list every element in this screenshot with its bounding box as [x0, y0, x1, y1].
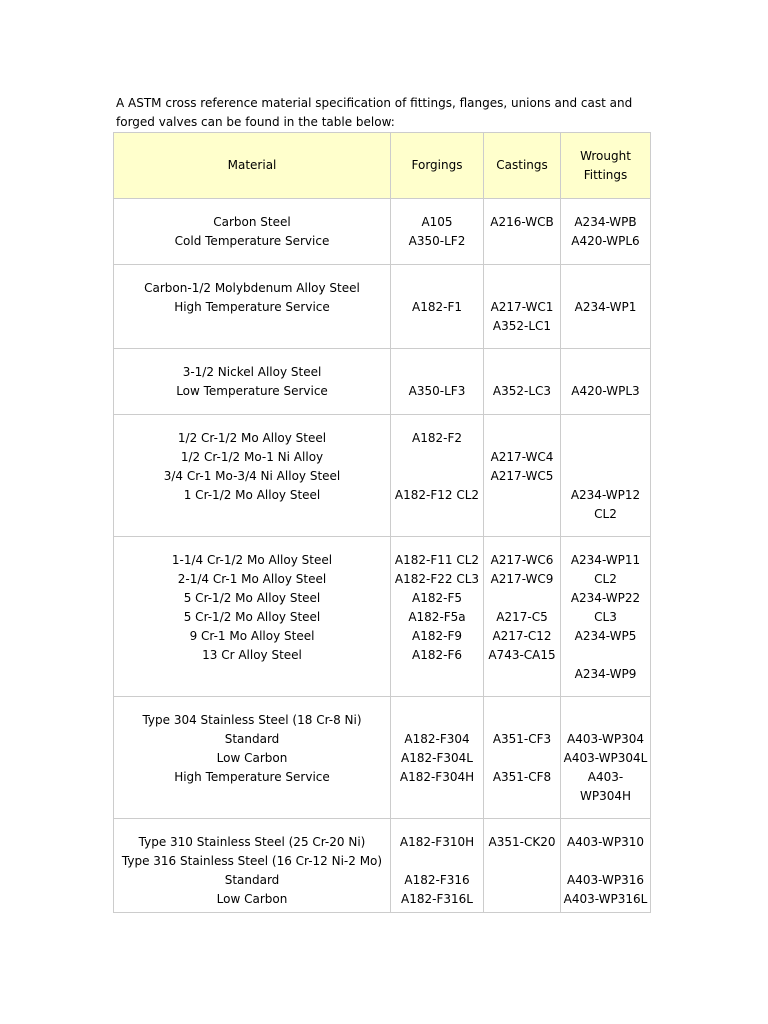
forgings-line: A350-LF2 — [408, 234, 466, 248]
forgings-line: A350-LF3 — [408, 384, 466, 398]
material-line: High Temperature Service — [174, 300, 330, 314]
material-line: Standard — [224, 873, 280, 887]
table-row — [114, 819, 651, 913]
castings-line: A352-LC3 — [492, 384, 552, 398]
wrought-line: A234-WP12 — [570, 488, 641, 502]
material-line: 1/2 Cr-1/2 Mo Alloy Steel — [177, 431, 327, 445]
cell-castings — [484, 537, 561, 697]
material-line: 3/4 Cr-1 Mo-3/4 Ni Alloy Steel — [163, 469, 341, 483]
cell-wrought — [561, 697, 651, 819]
forgings-line: A182-F12 CL2 — [394, 488, 480, 502]
forgings-blank — [391, 852, 483, 871]
cell-material — [114, 537, 391, 697]
table-row — [114, 199, 651, 265]
castings-line: A351-CF8 — [492, 770, 552, 784]
header-wrought-line1: Wrought — [580, 148, 631, 163]
cell-material — [114, 697, 391, 819]
forgings-line: A182-F310H — [399, 835, 475, 849]
table-row — [114, 537, 651, 697]
cell-wrought — [561, 349, 651, 415]
castings-line: A351-CK20 — [488, 835, 556, 849]
forgings-line: A182-F5a — [408, 610, 466, 624]
cell-material — [114, 349, 391, 415]
cell-forgings — [391, 199, 484, 265]
cell-forgings — [391, 349, 484, 415]
forgings-line: A182-F2 — [412, 431, 462, 445]
cell-material — [114, 199, 391, 265]
wrought-line: A234-WP9 — [574, 667, 637, 681]
material-line: Carbon Steel — [213, 215, 291, 229]
material-line: 1-1/4 Cr-1/2 Mo Alloy Steel — [171, 553, 333, 567]
table-row — [114, 415, 651, 537]
wrought-line: A403- — [587, 770, 624, 784]
castings-blank — [484, 589, 560, 608]
cell-forgings — [391, 819, 484, 913]
material-line: 13 Cr Alloy Steel — [202, 648, 302, 662]
forgings-line: A105 — [421, 215, 453, 229]
castings-line: A217-WC6 — [490, 553, 554, 567]
wrought-blank — [561, 852, 650, 871]
material-line: Type 304 Stainless Steel (18 Cr-8 Ni) — [142, 713, 362, 727]
material-line: 2-1/4 Cr-1 Mo Alloy Steel — [177, 572, 327, 586]
material-line: Cold Temperature Service — [174, 234, 330, 248]
cell-forgings — [391, 265, 484, 349]
forgings-line: A182-F1 — [412, 300, 462, 314]
castings-blank — [484, 749, 560, 768]
header-wrought-line2: Fittings — [583, 167, 628, 182]
cell-forgings — [391, 697, 484, 819]
material-line: Low Carbon — [216, 751, 288, 765]
header-forgings: Forgings — [391, 133, 484, 199]
forgings-blank — [391, 448, 483, 467]
material-line: 3-1/2 Nickel Alloy Steel — [182, 365, 322, 379]
castings-line: A217-WC1 — [490, 300, 554, 314]
material-line: Low Temperature Service — [176, 384, 328, 398]
cell-forgings — [391, 537, 484, 697]
material-line: Low Carbon — [216, 892, 288, 906]
forgings-line: A182-F6 — [412, 648, 462, 662]
material-line: Type 316 Stainless Steel (16 Cr-12 Ni-2 Mo) — [121, 854, 383, 868]
material-line: Carbon-1/2 Molybdenum Alloy Steel — [144, 281, 360, 295]
header-wrought-fittings — [561, 133, 651, 199]
cell-forgings — [391, 415, 484, 537]
wrought-line: A234-WP22 — [570, 591, 641, 605]
cell-castings — [484, 265, 561, 349]
castings-line: A216-WCB — [490, 215, 554, 229]
cell-material — [114, 415, 391, 537]
wrought-line: A403-WP316 — [567, 873, 644, 887]
cell-wrought — [561, 415, 651, 537]
material-line: 1 Cr-1/2 Mo Alloy Steel — [183, 488, 321, 502]
cell-wrought — [561, 199, 651, 265]
forgings-line: A182-F11 CL2 — [394, 553, 480, 567]
material-line: Type 310 Stainless Steel (25 Cr-20 Ni) — [138, 835, 366, 849]
wrought-blank — [561, 646, 650, 665]
material-line: 5 Cr-1/2 Mo Alloy Steel — [183, 610, 321, 624]
table-row — [114, 265, 651, 349]
castings-line: A217-WC4 — [490, 450, 554, 464]
castings-line: A217-WC5 — [490, 469, 554, 483]
forgings-line: A182-F304 — [404, 732, 470, 746]
castings-line: A352-LC1 — [492, 319, 552, 333]
cell-castings — [484, 415, 561, 537]
cell-castings — [484, 697, 561, 819]
wrought-line: CL3 — [594, 610, 617, 624]
wrought-line: A234-WPB — [574, 215, 637, 229]
wrought-line: WP304H — [579, 789, 632, 803]
material-line: 5 Cr-1/2 Mo Alloy Steel — [183, 591, 321, 605]
wrought-line: A403-WP304 — [567, 732, 644, 746]
intro-paragraph: A ASTM cross reference material specification of fittings, flanges, unions and cast and forged valves can be found in the table below: — [116, 96, 633, 129]
wrought-line: A403-WP316L — [563, 892, 648, 906]
forgings-line: A182-F9 — [412, 629, 462, 643]
cell-wrought — [561, 819, 651, 913]
wrought-line: A234-WP5 — [574, 629, 637, 643]
wrought-line: A403-WP304L — [563, 751, 648, 765]
wrought-line: A403-WP310 — [567, 835, 644, 849]
forgings-line: A182-F304H — [399, 770, 475, 784]
table-header-row — [114, 133, 651, 199]
material-line: Standard — [224, 732, 280, 746]
header-castings: Castings — [484, 133, 561, 199]
wrought-line: A420-WPL6 — [571, 234, 640, 248]
cell-castings — [484, 819, 561, 913]
forgings-line: A182-F304L — [401, 751, 473, 765]
wrought-line: A234-WP1 — [574, 300, 637, 314]
header-material: Material — [114, 133, 391, 199]
wrought-line: CL2 — [594, 507, 617, 521]
forgings-blank — [391, 467, 483, 486]
cell-castings — [484, 199, 561, 265]
forgings-line: A182-F5 — [412, 591, 462, 605]
table-row — [114, 349, 651, 415]
material-line: 9 Cr-1 Mo Alloy Steel — [189, 629, 315, 643]
cell-castings — [484, 349, 561, 415]
material-spec-table — [113, 132, 651, 913]
cell-material — [114, 819, 391, 913]
material-line: 1/2 Cr-1/2 Mo-1 Ni Alloy — [180, 450, 324, 464]
material-line: High Temperature Service — [174, 770, 330, 784]
castings-line: A743-CA15 — [488, 648, 556, 662]
forgings-line: A182-F22 CL3 — [394, 572, 480, 586]
wrought-line: A234-WP11 — [570, 553, 641, 567]
castings-line: A217-C12 — [492, 629, 552, 643]
cell-wrought — [561, 537, 651, 697]
cell-material — [114, 265, 391, 349]
cell-wrought — [561, 265, 651, 349]
castings-line: A217-WC9 — [490, 572, 554, 586]
castings-line: A351-CF3 — [492, 732, 552, 746]
castings-line: A217-C5 — [496, 610, 548, 624]
wrought-line: A420-WPL3 — [571, 384, 640, 398]
wrought-line: CL2 — [594, 572, 617, 586]
table-row — [114, 697, 651, 819]
forgings-line: A182-F316L — [401, 892, 473, 906]
forgings-line: A182-F316 — [404, 873, 470, 887]
